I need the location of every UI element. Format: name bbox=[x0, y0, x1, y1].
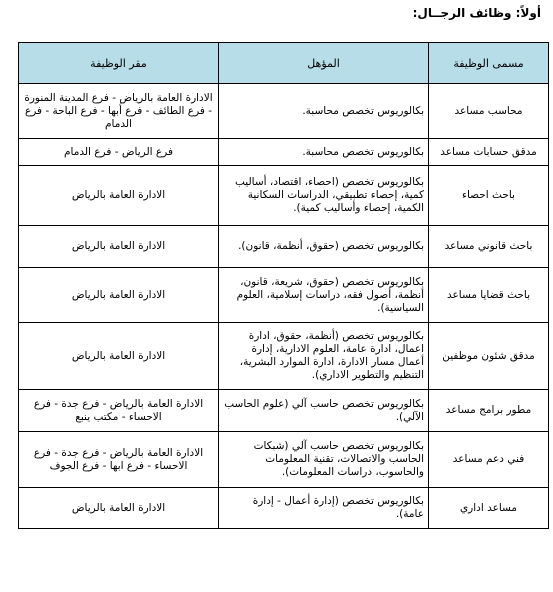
table-row bbox=[19, 488, 549, 529]
job-title-cell: باحث قانوني مساعد bbox=[429, 226, 549, 268]
location-cell: الادارة العامة بالرياض bbox=[19, 166, 219, 226]
table-row bbox=[19, 432, 549, 488]
table-row bbox=[19, 139, 549, 166]
location-cell: الادارة العامة بالرياض bbox=[19, 488, 219, 529]
job-title-cell: باحث احصاء bbox=[429, 166, 549, 226]
table-row bbox=[19, 323, 549, 390]
qualification-cell: بكالوريوس تخصص (حقوق، شريعة، قانون، أنظمة، أصول فقه، دراسات إسلامية، العلوم السياسية). bbox=[219, 268, 429, 323]
qualification-cell: بكالوريوس تخصص محاسبة. bbox=[219, 84, 429, 139]
job-title-cell: مطور برامج مساعد bbox=[429, 390, 549, 432]
job-title-cell: فني دعم مساعد bbox=[429, 432, 549, 488]
location-cell: الادارة العامة بالرياض bbox=[19, 268, 219, 323]
job-title-cell: باحث قضايا مساعد bbox=[429, 268, 549, 323]
qualification-cell: بكالوريوس تخصص (حقوق، أنظمة، قانون). bbox=[219, 226, 429, 268]
location-cell: الادارة العامة بالرياض - فرع المدينة المنورة - فرع الطائف - فرع أبها - فرع الباحة - فرع الدمام bbox=[19, 84, 219, 139]
qualification-cell: بكالوريوس تخصص (إدارة أعمال - إدارة عامة). bbox=[219, 488, 429, 529]
job-title-cell: محاسب مساعد bbox=[429, 84, 549, 139]
location-cell: الادارة العامة بالرياض bbox=[19, 226, 219, 268]
qualification-cell: بكالوريوس تخصص محاسبة. bbox=[219, 139, 429, 166]
jobs-table bbox=[18, 42, 549, 529]
table-row bbox=[19, 268, 549, 323]
job-title-cell: مساعد اداري bbox=[429, 488, 549, 529]
qualification-cell: بكالوريوس تخصص حاسب آلي (شبكات الحاسب والاتصالات، تقنية المعلومات والحاسوب، دراسات المعلومات). bbox=[219, 432, 429, 488]
header-qualification: المؤهل bbox=[219, 43, 429, 84]
header-job-location: مقر الوظيفة bbox=[19, 43, 219, 84]
qualification-cell: بكالوريوس تخصص (أنظمة، حقوق، ادارة اعمال، ادارة عامة، العلوم الادارية، إدارة أعمال مسار الادارة، ادارة الموارد البشرية، التنظيم والتطوير الاداري). bbox=[219, 323, 429, 390]
table-header-row bbox=[19, 43, 549, 84]
section-heading: أولاً: وظائف الرجــال: bbox=[412, 6, 541, 20]
header-job-title: مسمى الوظيفة bbox=[429, 43, 549, 84]
location-cell: فرع الرياض - فرع الدمام bbox=[19, 139, 219, 166]
job-title-cell: مدقق حسابات مساعد bbox=[429, 139, 549, 166]
location-cell: الادارة العامة بالرياض - فرع جدة - فرع الاحساء - مكتب ينبع bbox=[19, 390, 219, 432]
location-cell: الادارة العامة بالرياض - فرع جدة - فرع الاحساء - فرع ابها - فرع الجوف bbox=[19, 432, 219, 488]
table-row bbox=[19, 226, 549, 268]
location-cell: الادارة العامة بالرياض bbox=[19, 323, 219, 390]
table-row bbox=[19, 84, 549, 139]
table-row bbox=[19, 166, 549, 226]
qualification-cell: بكالوريوس تخصص حاسب آلي (علوم الحاسب الآلي). bbox=[219, 390, 429, 432]
table-row bbox=[19, 390, 549, 432]
qualification-cell: بكالوريوس تخصص (احصاء، اقتصاد، أساليب كمية، إحصاء تطبيقي، الدراسات السكانية الكمية، إحصاء وأساليب كمية). bbox=[219, 166, 429, 226]
job-title-cell: مدقق شئون موظفين bbox=[429, 323, 549, 390]
